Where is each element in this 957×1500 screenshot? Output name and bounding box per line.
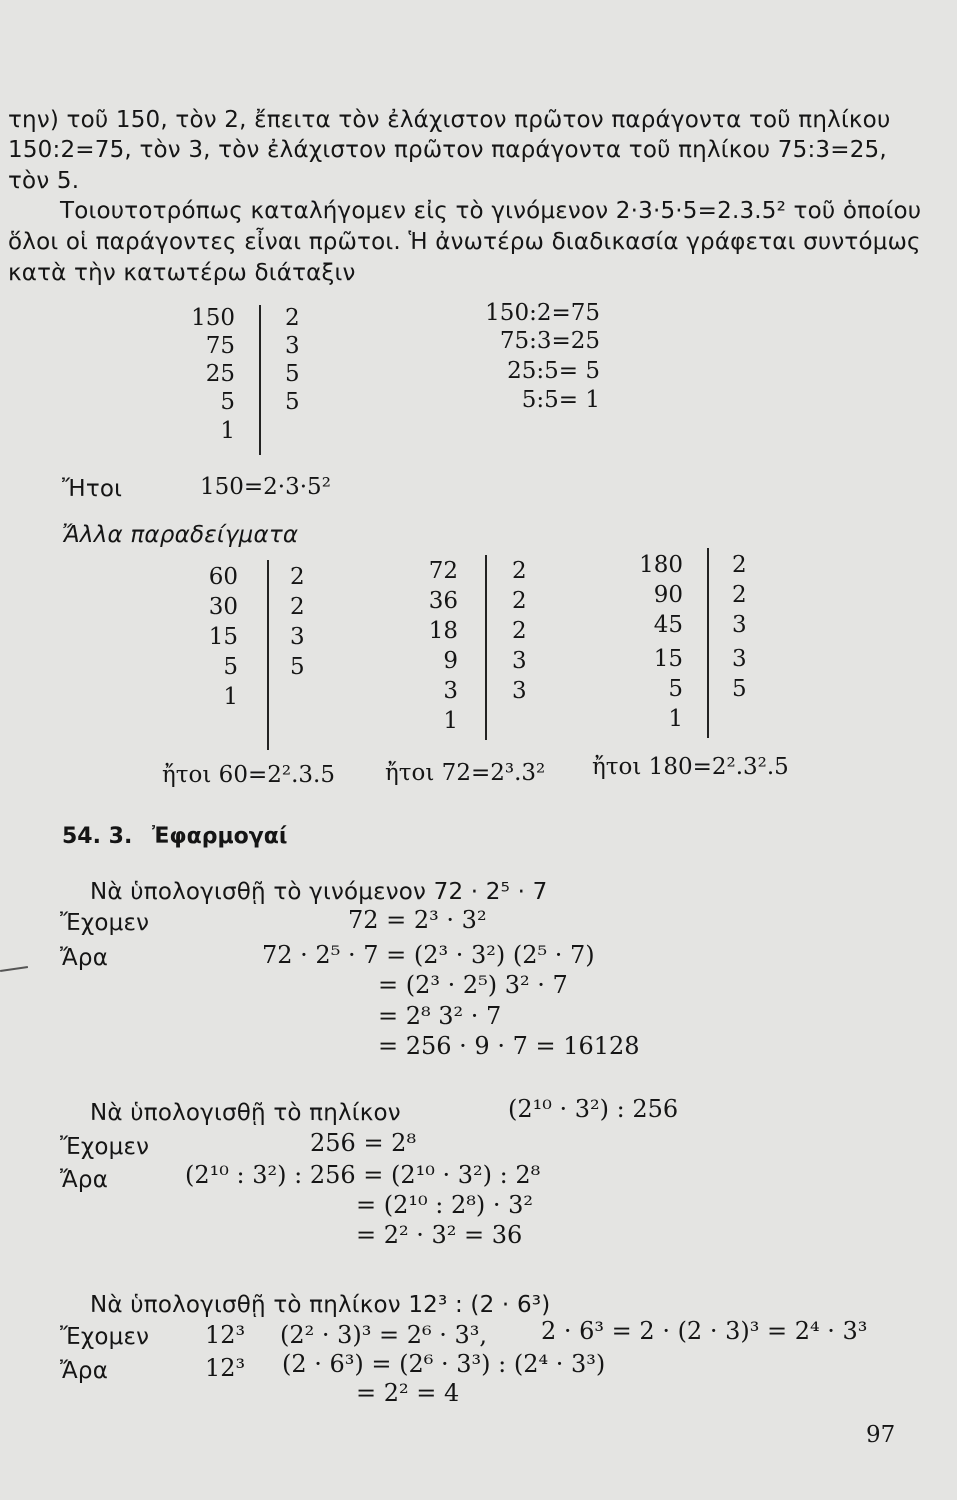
dividend: 1 [223, 684, 238, 710]
dividend: 180 [639, 552, 683, 578]
app2-task: Νὰ ὑπολογισθῇ τὸ πηλίκον [90, 1100, 401, 1126]
prime-factor: 3 [732, 646, 747, 672]
dividend: 25 [205, 361, 235, 387]
dividend: 75 [205, 333, 235, 359]
dividend: 36 [428, 588, 458, 614]
dividend: 90 [653, 582, 683, 608]
section-title: Ἐφαρμογαί [152, 824, 288, 849]
dividend: 5 [668, 676, 683, 702]
app2-have: 256 = 2⁸ [310, 1129, 417, 1157]
page-number: 97 [866, 1422, 896, 1448]
dividend: 5 [220, 389, 235, 415]
dividend: 5 [223, 654, 238, 680]
app1-line-2: = (2³ · 2⁵) 3² · 7 [378, 971, 568, 999]
dividend: 60 [208, 564, 238, 590]
app3-so-c: = 2² = 4 [356, 1379, 460, 1407]
quotient-line: 150:2=75 [485, 300, 600, 326]
prime-factor: 5 [732, 676, 747, 702]
prime-factor: 5 [285, 361, 300, 387]
result-150: 150=2·3·5² [200, 474, 331, 500]
dividend: 150 [191, 305, 235, 331]
quotient-line: 75:3=25 [499, 328, 600, 354]
prime-factor: 3 [512, 678, 527, 704]
result-label: Ἤτοι [62, 476, 123, 502]
dividend: 1 [668, 706, 683, 732]
dividend: 15 [653, 646, 683, 672]
intro-line-3: τὸν 5. [8, 168, 80, 194]
app3-have-label: Ἔχομεν [60, 1324, 150, 1350]
intro-line-1: την) τοῦ 150, τὸν 2, ἔπειτα τὸν ἐλάχιστον πρῶτον παράγοντα τοῦ πηλίκου [8, 107, 891, 133]
more-examples-heading: Ἄλλα παραδείγματα [62, 522, 299, 548]
app3-so-b: (2 · 6³) = (2⁶ · 3³) : (2⁴ · 3³) [282, 1350, 606, 1378]
dividend: 30 [208, 594, 238, 620]
dividend: 1 [220, 418, 235, 444]
app1-have-label: Ἔχομεν [60, 910, 150, 936]
section-number: 54. 3. [62, 824, 133, 849]
dividend: 72 [428, 558, 458, 584]
dividend: 3 [443, 678, 458, 704]
app2-line-1: (2¹⁰ : 3²) : 256 = (2¹⁰ · 3²) : 2⁸ [185, 1161, 541, 1189]
dividend: 1 [443, 708, 458, 734]
result-60: ἤτοι 60=2².3.5 [162, 762, 335, 788]
dividend: 15 [208, 624, 238, 650]
prime-factor: 3 [285, 333, 300, 359]
prime-factor: 2 [290, 594, 305, 620]
intro-line-5: ὅλοι οἱ παράγοντες εἶναι πρῶτοι. Ἡ ἀνωτέρω διαδικασία γράφεται συντόμως [8, 229, 921, 255]
prime-factor: 2 [512, 588, 527, 614]
intro-line-6: κατὰ τὴν κατωτέρω διάταξιν [8, 260, 356, 286]
prime-factor: 2 [732, 552, 747, 578]
divider-line [267, 560, 269, 750]
app3-have-a: 12³ [205, 1321, 246, 1349]
prime-factor: 3 [290, 624, 305, 650]
quotient-line: 25:5= 5 [507, 358, 600, 384]
app1-line-3: = 2⁸ 3² · 7 [378, 1002, 502, 1030]
divider-line [707, 548, 709, 738]
prime-factor: 3 [512, 648, 527, 674]
app1-so-label: Ἄρα [60, 945, 109, 971]
app2-have-label: Ἔχομεν [60, 1134, 150, 1160]
app3-have-b: (2² · 3)³ = 2⁶ · 3³, [280, 1321, 488, 1349]
app2-expr: (2¹⁰ · 3²) : 256 [508, 1095, 679, 1123]
dividend: 9 [443, 648, 458, 674]
app1-line-4: = 256 · 9 · 7 = 16128 [378, 1032, 640, 1060]
prime-factor: 2 [512, 558, 527, 584]
margin-mark [0, 966, 28, 972]
prime-factor: 2 [285, 305, 300, 331]
divider-line [485, 555, 487, 740]
app3-have-c: 2 · 6³ = 2 · (2 · 3)³ = 2⁴ · 3³ [541, 1317, 868, 1345]
dividend: 18 [428, 618, 458, 644]
app3-so-label: Ἄρα [60, 1358, 109, 1384]
quotient-line: 5:5= 1 [521, 387, 600, 413]
result-72: ἤτοι 72=2³.3² [385, 760, 546, 786]
app2-line-3: = 2² · 3² = 36 [356, 1221, 523, 1249]
app3-so-a: 12³ [205, 1354, 246, 1382]
prime-factor: 2 [732, 582, 747, 608]
intro-line-4: Τοιουτοτρόπως καταλήγομεν εἰς τὸ γινόμενον 2·3·5·5=2.3.5² τοῦ ὁποίου [60, 198, 922, 224]
intro-line-2: 150:2=75, τὸν 3, τὸν ἐλάχιστον πρῶτον παράγοντα τοῦ πηλίκου 75:3=25, [8, 137, 887, 163]
divider-line [259, 305, 261, 455]
prime-factor: 2 [290, 564, 305, 590]
app2-so-label: Ἄρα [60, 1167, 109, 1193]
dividend: 45 [653, 612, 683, 638]
prime-factor: 5 [285, 389, 300, 415]
prime-factor: 5 [290, 654, 305, 680]
app1-task: Νὰ ὑπολογισθῇ τὸ γινόμενον 72 · 2⁵ · 7 [90, 879, 548, 905]
result-180: ἤτοι 180=2².3².5 [592, 754, 789, 780]
prime-factor: 3 [732, 612, 747, 638]
app2-line-2: = (2¹⁰ : 2⁸) · 3² [356, 1191, 533, 1219]
app3-task: Νὰ ὑπολογισθῇ τὸ πηλίκον 12³ : (2 · 6³) [90, 1292, 551, 1318]
app1-have: 72 = 2³ · 3² [348, 906, 487, 934]
app1-line-1: 72 · 2⁵ · 7 = (2³ · 3²) (2⁵ · 7) [262, 941, 595, 969]
prime-factor: 2 [512, 618, 527, 644]
